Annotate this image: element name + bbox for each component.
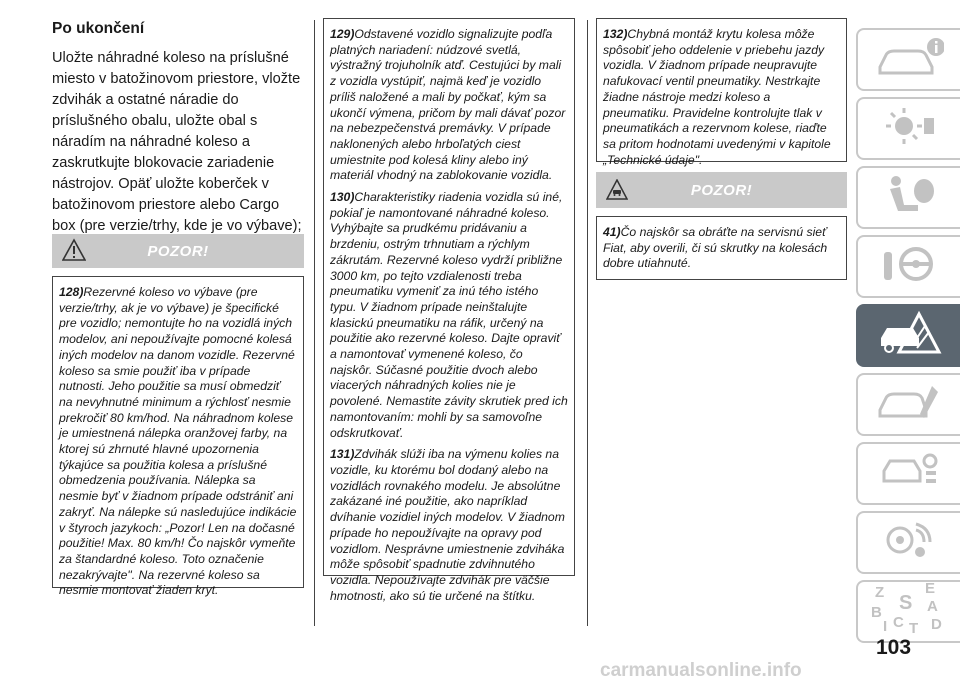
index-letter: E: [925, 581, 936, 597]
warning-triangle-icon: [62, 238, 86, 267]
index-letter: S: [899, 592, 913, 614]
index-letter: Z: [875, 584, 885, 601]
index-letter: D: [931, 616, 942, 633]
note-box-4: [596, 216, 847, 280]
tab-emergency[interactable]: [856, 304, 960, 367]
note-box-2: [323, 18, 575, 603]
tab-multimedia[interactable]: [856, 511, 960, 574]
section-heading: Po ukončení: [52, 20, 145, 37]
note-number: 129): [330, 27, 355, 41]
chapter-sidebar: [856, 28, 960, 649]
note-number: 131): [330, 447, 355, 462]
column-1: [52, 20, 304, 237]
note-number: 130): [330, 190, 355, 205]
car-service-icon: [874, 380, 944, 429]
tab-airbag-seat[interactable]: [856, 166, 960, 229]
key-steering-icon: [874, 242, 944, 291]
tab-car-service[interactable]: [856, 373, 960, 436]
note-number: 132): [603, 27, 628, 41]
page-number: 103: [876, 636, 912, 659]
column-divider-1: [314, 20, 315, 626]
multimedia-icon: [874, 518, 944, 567]
emergency-triangle-icon: [873, 308, 943, 363]
tab-key-steering[interactable]: [856, 235, 960, 298]
note-text: Zdvihák slúži iba na výmenu kolies na vozidle, ku ktorému bol dodaný alebo na vozidlách rovnakého modelu. Je absolútne zakázané iné použitie, ako napríklad dvíhanie vozidiel iných modelov. V žiadnom prípade ho nepoužívajte na opravy pod vozidlom. Nesprávne umiestnenie zdviháka môže spôsobiť spadnutie zdvihnutého vozidla. Nepoužívajte zdvihák pre väčšie hmotnosti, ako sú tie určené na štítku.: [330, 447, 565, 603]
note-128: [59, 285, 297, 599]
tab-dashboard-lights[interactable]: [856, 97, 960, 160]
index-letter: B: [871, 604, 882, 621]
note-box-1: [52, 276, 304, 598]
note-131: [330, 447, 568, 604]
note-text: Charakteristiky riadenia vozidla sú iné, pokiaľ je namontované náhradné koleso. Vyhýbajte sa prudkému pridávaniu a brzdeniu, ostrým trhnutiam a rýchlym zákrutám. Rezervné koleso vydrží približne 3000 km, po tejto vzdialenosti treba pneumatiku vymeniť za inú tého istého typu. V žiadnom prípade neinštalujte klasickú pneumatiku na ráfik, určený na použitie ako rezervné koleso. Dajte opraviť a namontovať vymenené koleso, čo najskôr. Súčasné použitie dvoch alebo viacerých náhradných kolies nie je povolené. Nemastite závity skrutiek pred ich namontovaním: mohli by sa samovoľne odskrutkovať.: [330, 190, 568, 440]
watermark: carmanualsonline.info: [600, 660, 802, 681]
car-specs-icon: [874, 449, 944, 498]
note-box-3: [596, 18, 847, 167]
warning-band-1: [52, 234, 304, 268]
column-divider-2: [587, 20, 588, 626]
note-129: [330, 27, 568, 184]
warning-title-1: POZOR!: [147, 242, 209, 260]
index-letter: A: [927, 598, 938, 615]
car-skid-warning-icon: [606, 179, 628, 206]
note-text: Čo najskôr sa obráťte na servisnú sieť Fiat, aby overili, či sú skrutky na kolesách dobre utiahnuté.: [603, 225, 828, 271]
dashboard-lights-icon: [874, 104, 944, 153]
warning-band-2: [596, 172, 847, 208]
tab-car-info[interactable]: [856, 28, 960, 91]
index-letters-icon: [869, 581, 949, 642]
index-letter: T: [909, 620, 919, 637]
note-text: Chybná montáž krytu kolesa môže spôsobiť jeho oddelenie v priebehu jazdy vozidla. V žiadnom prípade neupravujte nafukovací ventil pneumatiky. Nestrkajte žiadne nástroje medzi koleso a pneumatiku. Pravidelne kontrolujte tlak v pneumatikách a rezervnom kolese, riaďte sa pritom hodnotami uvedenými v kapitole „Technické údaje".: [603, 27, 831, 167]
warning-title-2: POZOR!: [690, 181, 753, 199]
note-text: Rezervné koleso vo výbave (pre verzie/trhy, ak je vo výbave) je špecifické pre vozidlo; nemontujte ho na vozidlá iných modelov, ani nepoužívajte pomocné kolesá iných modelov na danom vozidle. Rezervné koleso sa smie použiť iba v prípade nutnosti. Jeho použitie sa musí obmedziť na nevyhnutné minimum a rýchlosť nesmie prekročiť 80 km/hod. Na náhradnom kolese je umiestnená nálepka oranžovej farby, na ktorej sú zhrnuté hlavné upozornenia týkajúce sa použitia kolesa a príslušné obmedzenia používania. Nálepka sa nesmie byť v žiadnom prípade odstrániť ani zakryť. Na nálepke sú nasledujúce indikácie v štyroch jazykoch: „Pozor! Len na dočasné použitie! Max. 80 km/h! Čo najskôr vymeňte za štandardné koleso. Toto označenie nezakrývajte". Na rezervné koleso sa nesmie montovať žiaden kryt.: [59, 285, 297, 598]
tab-car-specs[interactable]: [856, 442, 960, 505]
note-number: 128): [59, 285, 84, 299]
index-letter: I: [883, 618, 888, 635]
tab-index[interactable]: [856, 580, 960, 643]
note-text: Odstavené vozidlo signalizujte podľa platných nariadení: núdzové svetlá, výstražný trojuholník atď. Cestujúci by mali z vozidla vystúpiť, najmä keď je vozidlo príliš naložené a mali by počkať, kým sa ukončí výmena, pričom by mali dávať pozor na nebezpečenstvá premávky. V prípade naklonených alebo hrboľatých ciest umiestnite pod kolesá kliny alebo iný materiál vhodný na zablokovanie vozidla.: [330, 27, 566, 183]
car-info-icon: [874, 35, 944, 84]
note-132: [603, 27, 840, 168]
section-paragraph: Uložte náhradné koleso na príslušné miesto v batožinovom priestore, vložte zdvihák a ostatné náradie do príslušného obalu, uložte obal s náradím na náhradné koleso a zaskrutkujte blokovacie zariadenie nástrojov. Opäť uložte koberček v batožinovom priestore alebo Cargo box (pre verzie/trhy, kde je vo výbave);: [52, 50, 302, 234]
index-letter: C: [893, 614, 904, 631]
note-number: 41): [603, 225, 621, 239]
airbag-seat-icon: [874, 173, 944, 222]
note-41: [603, 225, 840, 272]
note-130: [330, 190, 568, 441]
